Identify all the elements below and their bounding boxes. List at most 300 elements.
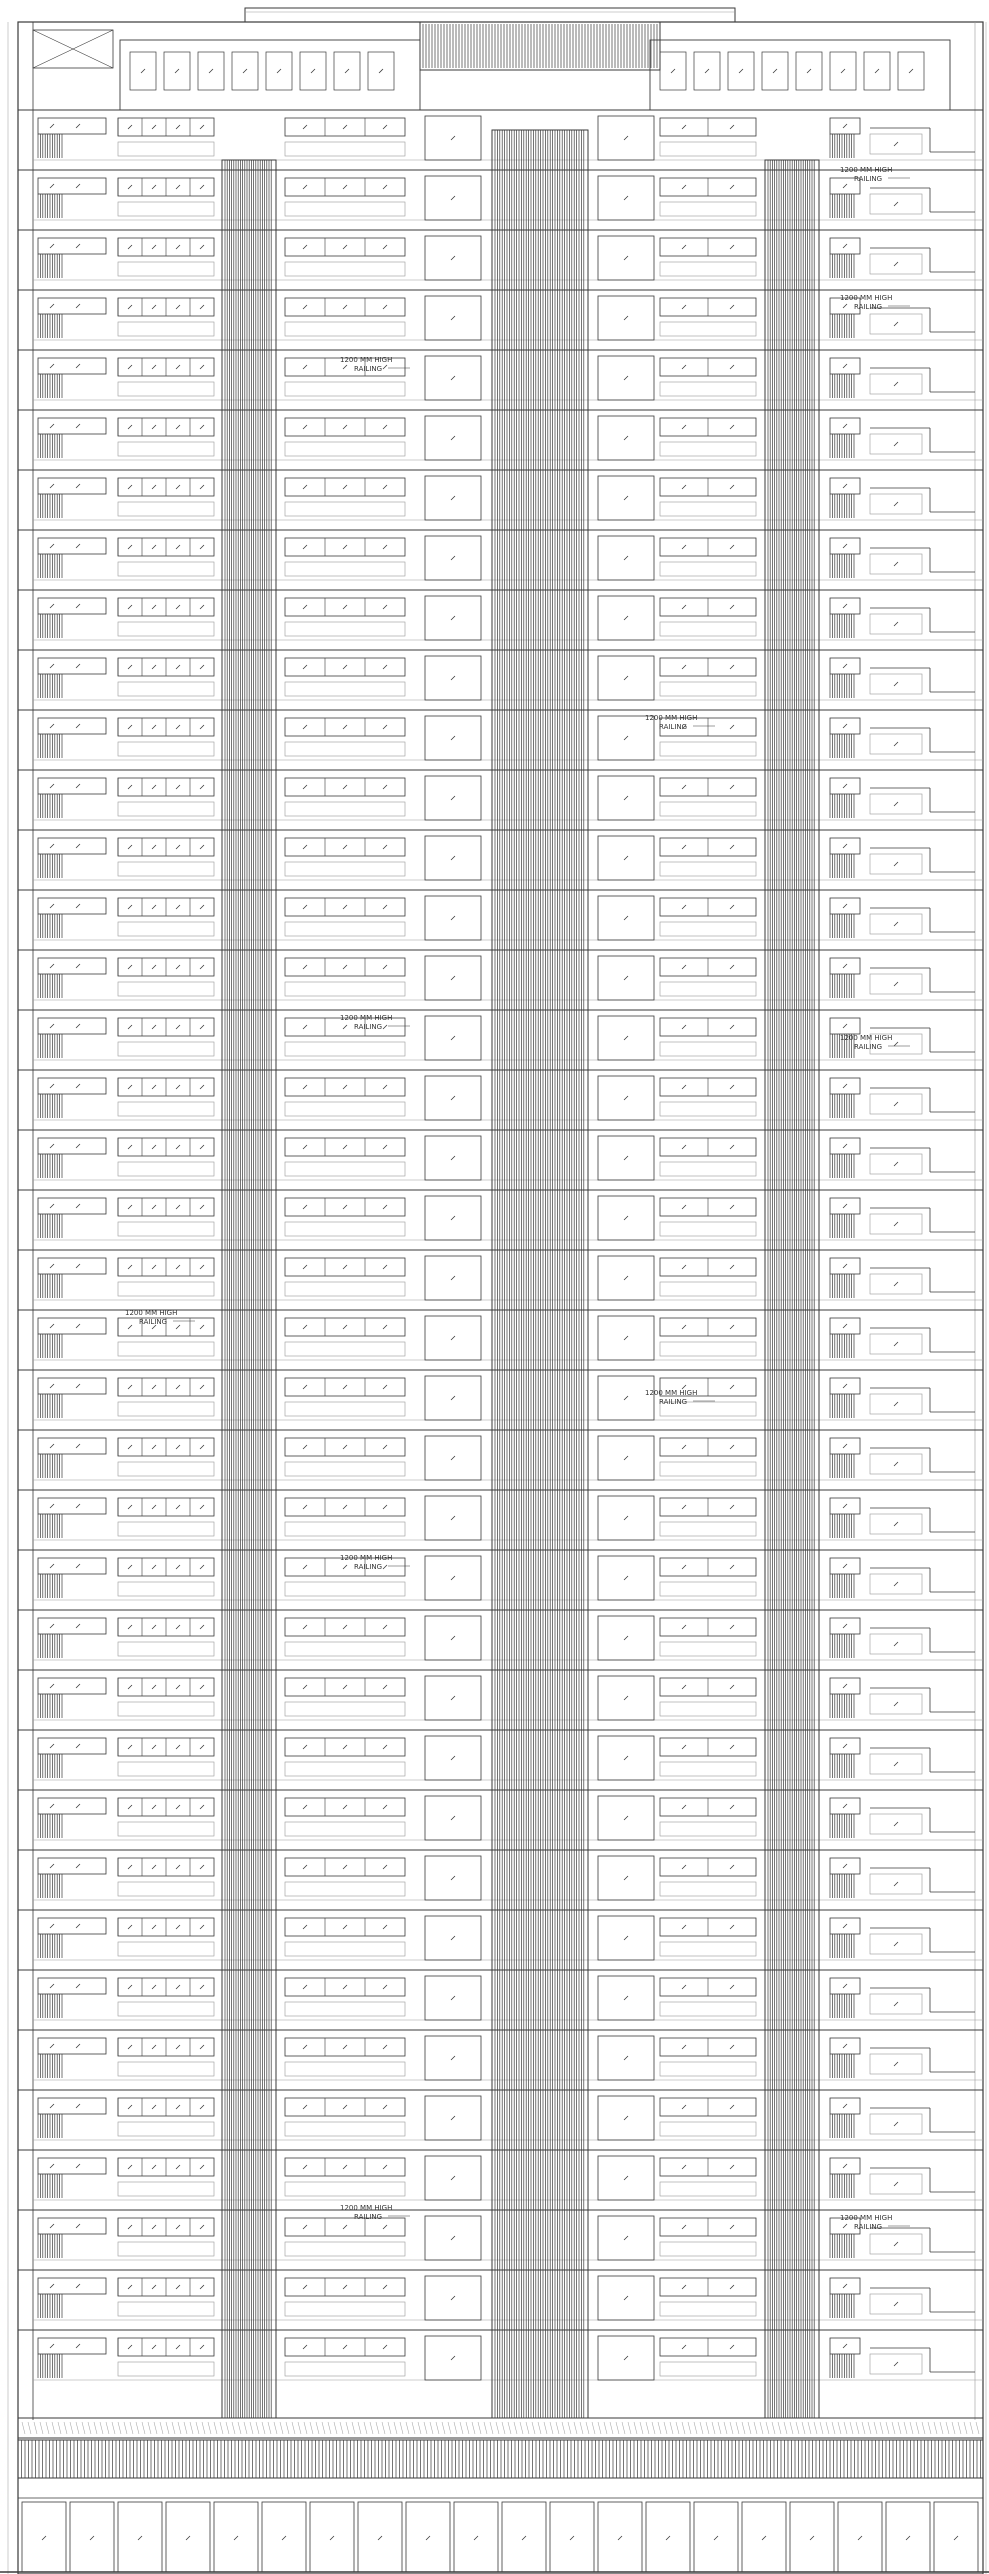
glass-tick-mark xyxy=(843,1804,847,1808)
left-unit-spandrel xyxy=(118,322,214,336)
glass-tick-mark xyxy=(303,665,307,669)
right-mid-spandrel xyxy=(660,2002,756,2016)
floor-row xyxy=(18,950,983,1000)
glass-tick-mark xyxy=(624,1636,628,1640)
glass-tick-mark xyxy=(451,1756,455,1760)
glass-tick-mark xyxy=(176,605,180,609)
glass-tick-mark xyxy=(894,2362,898,2366)
glass-tick-mark xyxy=(176,1145,180,1149)
glass-tick-mark xyxy=(176,1685,180,1689)
glass-tick-mark xyxy=(843,544,847,548)
glass-tick-mark xyxy=(200,665,204,669)
glass-tick-mark xyxy=(451,1336,455,1340)
glass-tick-mark xyxy=(152,1205,156,1209)
glass-tick-mark xyxy=(624,2356,628,2360)
left-mid-spandrel xyxy=(285,2002,405,2016)
glass-tick-mark xyxy=(200,245,204,249)
glass-tick-mark xyxy=(128,365,132,369)
glass-tick-mark xyxy=(843,1744,847,1748)
right-mid-spandrel xyxy=(660,442,756,456)
podium xyxy=(0,2418,989,2572)
left-balcony-door xyxy=(38,1018,106,1034)
right-balcony-railing xyxy=(830,1214,854,1238)
glass-tick-mark xyxy=(894,2242,898,2246)
glass-tick-mark xyxy=(730,485,734,489)
glass-tick-mark xyxy=(152,1565,156,1569)
glass-tick-mark xyxy=(50,1324,54,1328)
floor-row xyxy=(18,470,983,520)
glass-tick-mark xyxy=(50,1384,54,1388)
glass-tick-mark xyxy=(176,785,180,789)
glass-tick-mark xyxy=(303,1325,307,1329)
glass-tick-mark xyxy=(152,725,156,729)
glass-tick-mark xyxy=(176,725,180,729)
glass-tick-mark xyxy=(682,1265,686,1269)
glass-tick-mark xyxy=(200,2285,204,2289)
right-mid-spandrel xyxy=(660,2362,756,2376)
glass-tick-mark xyxy=(303,125,307,129)
glass-tick-mark xyxy=(843,1264,847,1268)
glass-tick-mark xyxy=(303,1145,307,1149)
left-balcony-door xyxy=(38,1138,106,1154)
left-unit-spandrel xyxy=(118,262,214,276)
glass-tick-mark xyxy=(50,604,54,608)
glass-tick-mark xyxy=(894,802,898,806)
glass-tick-mark xyxy=(383,425,387,429)
glass-tick-mark xyxy=(343,1505,347,1509)
left-unit-spandrel xyxy=(118,202,214,216)
glass-tick-mark xyxy=(50,1804,54,1808)
glass-tick-mark xyxy=(343,965,347,969)
storefront-bay xyxy=(502,2502,546,2572)
crown-parapet xyxy=(245,8,735,22)
glass-tick-mark xyxy=(894,682,898,686)
glass-tick-mark xyxy=(894,1282,898,1286)
left-unit-spandrel xyxy=(118,1582,214,1596)
left-balcony-railing xyxy=(38,134,62,158)
storefront-bay xyxy=(742,2502,786,2572)
glass-tick-mark xyxy=(906,2536,910,2540)
glass-tick-mark xyxy=(343,185,347,189)
right-balcony-railing xyxy=(830,674,854,698)
glass-tick-mark xyxy=(343,485,347,489)
glass-tick-mark xyxy=(682,185,686,189)
right-balcony-railing xyxy=(830,1514,854,1538)
glass-tick-mark xyxy=(343,665,347,669)
glass-tick-mark xyxy=(76,1144,80,1148)
left-balcony-railing xyxy=(38,2054,62,2078)
glass-tick-mark xyxy=(810,2536,814,2540)
glass-tick-mark xyxy=(50,2224,54,2228)
left-mid-spandrel xyxy=(285,1822,405,1836)
left-balcony-door xyxy=(38,1438,106,1454)
floor-row xyxy=(18,1370,983,1420)
right-balcony-railing xyxy=(830,434,854,458)
floor-row xyxy=(18,2330,983,2380)
glass-tick-mark xyxy=(843,1684,847,1688)
glass-tick-mark xyxy=(303,2045,307,2049)
right-balcony-railing xyxy=(830,914,854,938)
left-balcony-railing xyxy=(38,1454,62,1478)
glass-tick-mark xyxy=(730,1985,734,1989)
glass-tick-mark xyxy=(50,1984,54,1988)
glass-tick-mark xyxy=(730,185,734,189)
glass-tick-mark xyxy=(451,1096,455,1100)
glass-tick-mark xyxy=(200,845,204,849)
glass-tick-mark xyxy=(50,364,54,368)
glass-tick-mark xyxy=(843,1084,847,1088)
glass-tick-mark xyxy=(730,2225,734,2229)
glass-tick-mark xyxy=(894,382,898,386)
glass-tick-mark xyxy=(383,1445,387,1449)
glass-tick-mark xyxy=(152,1265,156,1269)
roof-block-right xyxy=(650,40,950,110)
glass-tick-mark xyxy=(451,1816,455,1820)
glass-tick-mark xyxy=(383,1085,387,1089)
glass-tick-mark xyxy=(176,545,180,549)
left-unit-spandrel xyxy=(118,622,214,636)
glass-tick-mark xyxy=(730,1385,734,1389)
left-mid-spandrel xyxy=(285,1462,405,1476)
left-balcony-door xyxy=(38,358,106,374)
glass-tick-mark xyxy=(152,1985,156,1989)
glass-tick-mark xyxy=(682,1505,686,1509)
glass-tick-mark xyxy=(50,124,54,128)
glass-tick-mark xyxy=(894,502,898,506)
glass-tick-mark xyxy=(200,2045,204,2049)
glass-tick-mark xyxy=(128,2105,132,2109)
glass-tick-mark xyxy=(76,1624,80,1628)
glass-tick-mark xyxy=(730,665,734,669)
glass-tick-mark xyxy=(894,1762,898,1766)
glass-tick-mark xyxy=(730,1025,734,1029)
floor-row xyxy=(18,1970,983,2020)
fin-band-left xyxy=(225,160,271,2418)
glass-tick-mark xyxy=(343,245,347,249)
right-mid-spandrel xyxy=(660,2122,756,2136)
left-balcony-railing xyxy=(38,2354,62,2378)
left-mid-spandrel xyxy=(285,1402,405,1416)
glass-tick-mark xyxy=(843,1384,847,1388)
roof-window-tick xyxy=(277,69,281,73)
right-balcony-railing xyxy=(830,1694,854,1718)
glass-tick-mark xyxy=(730,965,734,969)
left-balcony-door xyxy=(38,538,106,554)
left-balcony-railing xyxy=(38,1034,62,1058)
glass-tick-mark xyxy=(894,1462,898,1466)
glass-tick-mark xyxy=(451,376,455,380)
glass-tick-mark xyxy=(50,1084,54,1088)
left-balcony-railing xyxy=(38,554,62,578)
glass-tick-mark xyxy=(152,185,156,189)
glass-tick-mark xyxy=(343,365,347,369)
glass-tick-mark xyxy=(343,1805,347,1809)
floor-row xyxy=(18,1130,983,1180)
glass-tick-mark xyxy=(451,196,455,200)
glass-tick-mark xyxy=(624,796,628,800)
glass-tick-mark xyxy=(762,2536,766,2540)
glass-tick-mark xyxy=(76,364,80,368)
glass-tick-mark xyxy=(383,2045,387,2049)
glass-tick-mark xyxy=(730,2045,734,2049)
glass-tick-mark xyxy=(128,1205,132,1209)
glass-tick-mark xyxy=(343,2285,347,2289)
glass-tick-mark xyxy=(624,2176,628,2180)
left-mid-spandrel xyxy=(285,2302,405,2316)
right-mid-spandrel xyxy=(660,262,756,276)
glass-tick-mark xyxy=(451,556,455,560)
glass-tick-mark xyxy=(624,676,628,680)
glass-tick-mark xyxy=(682,2165,686,2169)
left-balcony-door xyxy=(38,2278,106,2294)
glass-tick-mark xyxy=(152,305,156,309)
left-unit-spandrel xyxy=(118,2182,214,2196)
glass-tick-mark xyxy=(200,365,204,369)
glass-tick-mark xyxy=(50,724,54,728)
glass-tick-mark xyxy=(618,2536,622,2540)
glass-tick-mark xyxy=(50,544,54,548)
glass-tick-mark xyxy=(50,244,54,248)
glass-tick-mark xyxy=(426,2536,430,2540)
glass-tick-mark xyxy=(383,905,387,909)
fin-band-right xyxy=(768,160,814,2418)
storefront-bay xyxy=(886,2502,930,2572)
glass-tick-mark xyxy=(343,1085,347,1089)
glass-tick-mark xyxy=(843,664,847,668)
glass-tick-mark xyxy=(624,1396,628,1400)
right-balcony-railing xyxy=(830,2354,854,2378)
glass-tick-mark xyxy=(343,1265,347,1269)
left-unit-spandrel xyxy=(118,802,214,816)
left-unit-spandrel xyxy=(118,1822,214,1836)
glass-tick-mark xyxy=(343,2225,347,2229)
glass-tick-mark xyxy=(682,1745,686,1749)
glass-tick-mark xyxy=(200,2345,204,2349)
glass-tick-mark xyxy=(128,1025,132,1029)
glass-tick-mark xyxy=(200,605,204,609)
glass-tick-mark xyxy=(176,1925,180,1929)
left-balcony-railing xyxy=(38,1334,62,1358)
glass-tick-mark xyxy=(76,304,80,308)
left-balcony-door xyxy=(38,1198,106,1214)
glass-tick-mark xyxy=(624,1576,628,1580)
left-balcony-railing xyxy=(38,2174,62,2198)
right-mid-spandrel xyxy=(660,1882,756,1896)
left-balcony-railing xyxy=(38,734,62,758)
glass-tick-mark xyxy=(50,484,54,488)
right-balcony-railing xyxy=(830,1454,854,1478)
glass-tick-mark xyxy=(176,1325,180,1329)
storefront-bay xyxy=(22,2502,66,2572)
glass-tick-mark xyxy=(76,1444,80,1448)
glass-tick-mark xyxy=(343,845,347,849)
floor-row xyxy=(18,1550,983,1600)
glass-tick-mark xyxy=(76,1504,80,1508)
roof-window-tick xyxy=(379,69,383,73)
glass-tick-mark xyxy=(176,425,180,429)
glass-tick-mark xyxy=(451,2056,455,2060)
glass-tick-mark xyxy=(682,905,686,909)
glass-tick-mark xyxy=(624,556,628,560)
right-balcony-railing xyxy=(830,1154,854,1178)
left-balcony-railing xyxy=(38,674,62,698)
glass-tick-mark xyxy=(76,244,80,248)
glass-tick-mark xyxy=(730,2285,734,2289)
glass-tick-mark xyxy=(730,845,734,849)
left-mid-spandrel xyxy=(285,142,405,156)
left-mid-spandrel xyxy=(285,502,405,516)
glass-tick-mark xyxy=(730,1565,734,1569)
glass-tick-mark xyxy=(128,1085,132,1089)
floor-row xyxy=(18,1910,983,1960)
floor-row xyxy=(18,2030,983,2080)
glass-tick-mark xyxy=(343,1385,347,1389)
glass-tick-mark xyxy=(624,316,628,320)
roof-window-tick xyxy=(875,69,879,73)
railing-note-line1: 1200 MM HIGH xyxy=(840,166,893,174)
glass-tick-mark xyxy=(843,2224,847,2228)
glass-tick-mark xyxy=(152,1145,156,1149)
glass-tick-mark xyxy=(843,2044,847,2048)
glass-tick-mark xyxy=(76,904,80,908)
left-balcony-door xyxy=(38,118,106,134)
glass-tick-mark xyxy=(624,1156,628,1160)
left-balcony-door xyxy=(38,598,106,614)
left-unit-spandrel xyxy=(118,2242,214,2256)
glass-tick-mark xyxy=(128,185,132,189)
glass-tick-mark xyxy=(176,125,180,129)
glass-tick-mark xyxy=(76,664,80,668)
glass-tick-mark xyxy=(76,1864,80,1868)
left-mid-spandrel xyxy=(285,2122,405,2136)
roof-window-tick xyxy=(705,69,709,73)
glass-tick-mark xyxy=(128,2045,132,2049)
floor-row xyxy=(18,1190,983,1240)
floor-row xyxy=(18,1790,983,1840)
glass-tick-mark xyxy=(451,1936,455,1940)
glass-tick-mark xyxy=(50,664,54,668)
left-unit-spandrel xyxy=(118,2302,214,2316)
storefront-bay xyxy=(598,2502,642,2572)
glass-tick-mark xyxy=(152,2045,156,2049)
glass-tick-mark xyxy=(843,1984,847,1988)
right-mid-spandrel xyxy=(660,622,756,636)
glass-tick-mark xyxy=(176,2345,180,2349)
glass-tick-mark xyxy=(843,2104,847,2108)
left-balcony-door xyxy=(38,898,106,914)
glass-tick-mark xyxy=(76,964,80,968)
glass-tick-mark xyxy=(451,2176,455,2180)
floor-row xyxy=(18,650,983,700)
railing-note-line1: 1200 MM HIGH xyxy=(340,1014,393,1022)
glass-tick-mark xyxy=(451,1996,455,2000)
glass-tick-mark xyxy=(624,1996,628,2000)
right-mid-spandrel xyxy=(660,502,756,516)
glass-tick-mark xyxy=(714,2536,718,2540)
glass-tick-mark xyxy=(200,785,204,789)
glass-tick-mark xyxy=(50,304,54,308)
railing-note-line2: RAILING xyxy=(659,1398,688,1406)
storefront-bay xyxy=(550,2502,594,2572)
glass-tick-mark xyxy=(343,425,347,429)
glass-tick-mark xyxy=(894,1042,898,1046)
left-balcony-railing xyxy=(38,1214,62,1238)
glass-tick-mark xyxy=(894,1822,898,1826)
glass-tick-mark xyxy=(200,1985,204,1989)
glass-tick-mark xyxy=(383,2165,387,2169)
glass-tick-mark xyxy=(176,2225,180,2229)
glass-tick-mark xyxy=(682,485,686,489)
floor-row xyxy=(18,1850,983,1900)
glass-tick-mark xyxy=(343,1745,347,1749)
glass-tick-mark xyxy=(76,124,80,128)
glass-tick-mark xyxy=(894,2062,898,2066)
left-unit-spandrel xyxy=(118,2122,214,2136)
glass-tick-mark xyxy=(894,2122,898,2126)
left-unit-spandrel xyxy=(118,1762,214,1776)
right-balcony-railing xyxy=(830,2054,854,2078)
glass-tick-mark xyxy=(76,1684,80,1688)
glass-tick-mark xyxy=(624,736,628,740)
left-unit-spandrel xyxy=(118,562,214,576)
left-balcony-railing xyxy=(38,1394,62,1418)
glass-tick-mark xyxy=(128,1145,132,1149)
glass-tick-mark xyxy=(303,1985,307,1989)
railing-note-line2: RAILING xyxy=(139,1318,168,1326)
glass-tick-mark xyxy=(343,1445,347,1449)
left-balcony-railing xyxy=(38,914,62,938)
left-mid-spandrel xyxy=(285,1102,405,1116)
glass-tick-mark xyxy=(152,1865,156,1869)
left-unit-spandrel xyxy=(118,1942,214,1956)
glass-tick-mark xyxy=(343,1685,347,1689)
glass-tick-mark xyxy=(383,1325,387,1329)
glass-tick-mark xyxy=(176,1625,180,1629)
glass-tick-mark xyxy=(200,185,204,189)
left-mid-spandrel xyxy=(285,562,405,576)
glass-tick-mark xyxy=(894,922,898,926)
glass-tick-mark xyxy=(383,725,387,729)
roof-window-tick xyxy=(345,69,349,73)
left-mid-spandrel xyxy=(285,1702,405,1716)
right-balcony-railing xyxy=(830,1814,854,1838)
glass-tick-mark xyxy=(843,2284,847,2288)
glass-tick-mark xyxy=(128,125,132,129)
right-mid-spandrel xyxy=(660,1162,756,1176)
left-balcony-door xyxy=(38,238,106,254)
glass-tick-mark xyxy=(303,845,307,849)
glass-tick-mark xyxy=(152,1085,156,1089)
right-balcony-railing xyxy=(830,1634,854,1658)
glass-tick-mark xyxy=(682,1925,686,1929)
right-mid-spandrel xyxy=(660,2302,756,2316)
right-balcony-railing xyxy=(830,1934,854,1958)
glass-tick-mark xyxy=(200,1865,204,1869)
glass-tick-mark xyxy=(730,365,734,369)
glass-tick-mark xyxy=(152,785,156,789)
glass-tick-mark xyxy=(730,605,734,609)
glass-tick-mark xyxy=(76,184,80,188)
glass-tick-mark xyxy=(383,785,387,789)
glass-tick-mark xyxy=(76,844,80,848)
roof-window-tick xyxy=(671,69,675,73)
glass-tick-mark xyxy=(894,1342,898,1346)
glass-tick-mark xyxy=(451,856,455,860)
glass-tick-mark xyxy=(730,2165,734,2169)
left-mid-spandrel xyxy=(285,1162,405,1176)
glass-tick-mark xyxy=(303,365,307,369)
glass-tick-mark xyxy=(682,1325,686,1329)
